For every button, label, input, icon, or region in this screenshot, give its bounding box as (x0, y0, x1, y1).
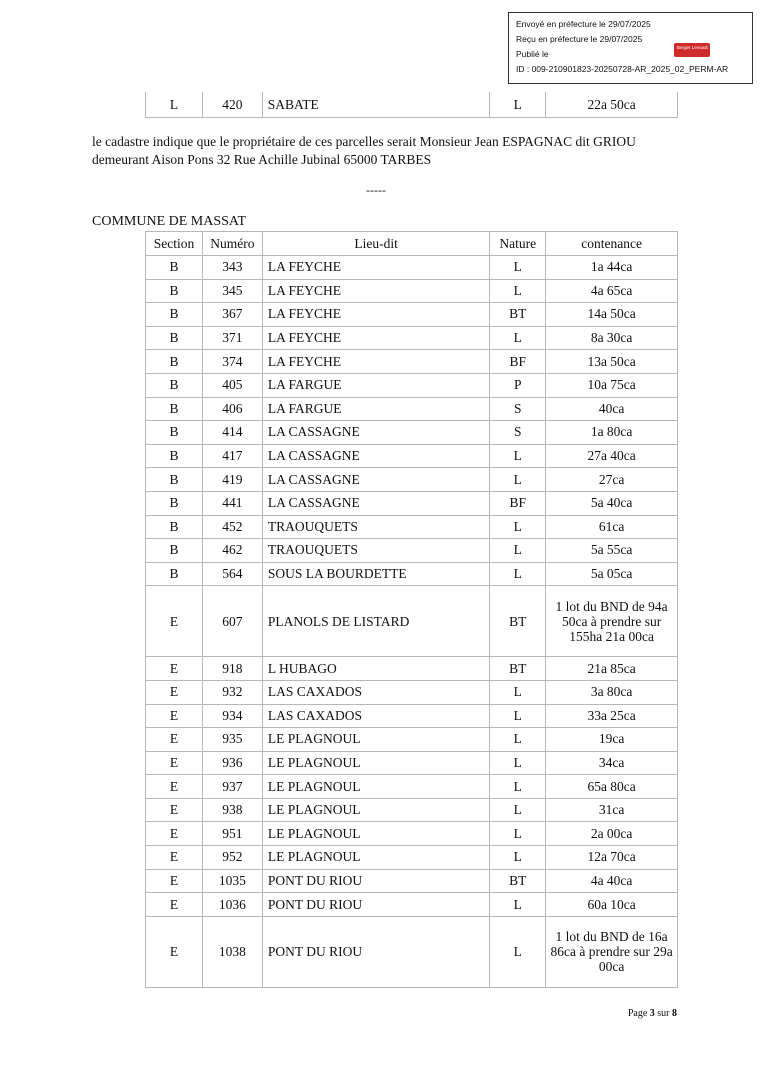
cell-contenance: 10a 75ca (546, 373, 678, 397)
cell-section: B (146, 326, 203, 350)
cell-nature: L (490, 822, 546, 846)
cell-nature: L (490, 256, 546, 280)
table-row (146, 586, 678, 657)
cell-lieu-dit: LE PLAGNOUL (262, 846, 489, 870)
cell-nature: L (490, 798, 546, 822)
cell-numero: 374 (202, 350, 262, 374)
cell-nature: L (490, 468, 546, 492)
table-row (146, 303, 678, 327)
separator: ----- (366, 183, 386, 197)
header-numero: Numéro (202, 232, 262, 256)
cell-nature: BF (490, 491, 546, 515)
cell-contenance: 65a 80ca (546, 775, 678, 799)
cell-contenance: 13a 50ca (546, 350, 678, 374)
cell-lieu-dit: TRAOUQUETS (262, 539, 489, 563)
cell-numero: 936 (202, 751, 262, 775)
table-row (146, 704, 678, 728)
cell-lieu-dit: LA FEYCHE (262, 303, 489, 327)
cell-numero: 419 (202, 468, 262, 492)
cell-nature: L (490, 728, 546, 752)
cell-lieu-dit: LE PLAGNOUL (262, 728, 489, 752)
cell-section: E (146, 728, 203, 752)
cell-lieu-dit: PONT DU RIOU (262, 869, 489, 893)
footer-page-number: 3 (649, 1008, 655, 1019)
cell-contenance: 5a 55ca (546, 539, 678, 563)
stamp-sent-line: Envoyé en préfecture le 29/07/2025 (516, 19, 651, 29)
cell-numero: 367 (202, 303, 262, 327)
header-nature: Nature (490, 232, 546, 256)
table-row (146, 421, 678, 445)
stamp-published-line: Publié le (516, 49, 549, 59)
cell-section: B (146, 562, 203, 586)
cell-contenance: 5a 05ca (546, 562, 678, 586)
table-row (146, 869, 678, 893)
table-row (146, 562, 678, 586)
cell-contenance: 5a 40ca (546, 491, 678, 515)
cell-nature: L (490, 893, 546, 917)
parcels-table (145, 231, 678, 988)
cell-lieu-dit: LA CASSAGNE (262, 444, 489, 468)
cell-lieu-dit: LA FEYCHE (262, 279, 489, 303)
cell-nature: S (490, 421, 546, 445)
cell-lieu-dit: L HUBAGO (262, 657, 489, 681)
cell-numero: 918 (202, 657, 262, 681)
cell-contenance: 8a 30ca (546, 326, 678, 350)
cell-section: B (146, 539, 203, 563)
berger-levrault-logo: Berger Levrault (674, 43, 710, 57)
cell-numero: 1035 (202, 869, 262, 893)
table-row (146, 822, 678, 846)
cell-lieu-dit: PONT DU RIOU (262, 916, 489, 987)
cell-section: B (146, 279, 203, 303)
cell-contenance: 40ca (546, 397, 678, 421)
table-header-row (146, 232, 678, 256)
cell-section: B (146, 303, 203, 327)
cell-contenance: 14a 50ca (546, 303, 678, 327)
table-row (146, 916, 678, 987)
header-lieu-dit: Lieu-dit (262, 232, 489, 256)
table-row (146, 515, 678, 539)
cell-contenance: 34ca (546, 751, 678, 775)
cell-numero: 607 (202, 586, 262, 657)
cell-numero: 564 (202, 562, 262, 586)
table-row (146, 326, 678, 350)
cell-section: B (146, 256, 203, 280)
cell-section: E (146, 751, 203, 775)
cell-nature: L (490, 562, 546, 586)
cell-section: E (146, 657, 203, 681)
cell-section: B (146, 468, 203, 492)
cell-section: E (146, 822, 203, 846)
header-section: Section (146, 232, 203, 256)
cell-lieu-dit: TRAOUQUETS (262, 515, 489, 539)
cell-numero: 420 (202, 92, 262, 118)
table-row (146, 491, 678, 515)
cell-contenance: 27ca (546, 468, 678, 492)
cell-contenance: 27a 40ca (546, 444, 678, 468)
cell-nature: BT (490, 657, 546, 681)
cell-lieu-dit: LA FARGUE (262, 373, 489, 397)
cell-lieu-dit: LA CASSAGNE (262, 468, 489, 492)
cell-nature: L (490, 539, 546, 563)
cell-lieu-dit: LE PLAGNOUL (262, 775, 489, 799)
cell-nature: L (490, 444, 546, 468)
cell-lieu-dit: LA FEYCHE (262, 326, 489, 350)
stamp-id-line: ID : 009-210901823-20250728-AR_2025_02_PERM-AR (516, 64, 729, 74)
cell-numero: 462 (202, 539, 262, 563)
cell-numero: 417 (202, 444, 262, 468)
cell-numero: 441 (202, 491, 262, 515)
cell-section: L (146, 92, 203, 118)
cell-contenance: 12a 70ca (546, 846, 678, 870)
cell-contenance: 1a 80ca (546, 421, 678, 445)
previous-commune-table-tail (145, 92, 678, 118)
table-row (146, 657, 678, 681)
cell-section: E (146, 775, 203, 799)
cell-lieu-dit: LA CASSAGNE (262, 491, 489, 515)
cell-numero: 343 (202, 256, 262, 280)
cell-numero: 406 (202, 397, 262, 421)
cell-section: B (146, 491, 203, 515)
cell-nature: L (490, 751, 546, 775)
stamp-received-line: Reçu en préfecture le 29/07/2025 (516, 34, 643, 44)
cell-nature: S (490, 397, 546, 421)
cell-section: E (146, 704, 203, 728)
cell-nature: BT (490, 586, 546, 657)
cell-lieu-dit: LA FEYCHE (262, 256, 489, 280)
cell-lieu-dit: LE PLAGNOUL (262, 798, 489, 822)
cell-nature: L (490, 846, 546, 870)
cell-contenance: 2a 00ca (546, 822, 678, 846)
cell-lieu-dit: LA FARGUE (262, 397, 489, 421)
footer-page-prefix: Page (627, 1008, 650, 1019)
cell-lieu-dit: LA FEYCHE (262, 350, 489, 374)
cell-nature: L (490, 680, 546, 704)
cell-contenance: 21a 85ca (546, 657, 678, 681)
cell-contenance: 31ca (546, 798, 678, 822)
cell-numero: 937 (202, 775, 262, 799)
table-row (146, 373, 678, 397)
cell-lieu-dit: SOUS LA BOURDETTE (262, 562, 489, 586)
table-row (146, 279, 678, 303)
cell-nature: BT (490, 303, 546, 327)
cell-section: B (146, 373, 203, 397)
table-row (146, 92, 678, 118)
page-footer (628, 1008, 677, 1019)
table-row (146, 798, 678, 822)
cell-numero: 414 (202, 421, 262, 445)
cell-section: E (146, 869, 203, 893)
cell-contenance: 4a 65ca (546, 279, 678, 303)
cell-numero: 405 (202, 373, 262, 397)
cell-nature: L (490, 326, 546, 350)
cell-nature: L (490, 515, 546, 539)
table-row (146, 680, 678, 704)
cell-section: B (146, 421, 203, 445)
cell-contenance: 22a 50ca (546, 92, 678, 118)
prefecture-stamp (508, 12, 753, 84)
cell-contenance: 60a 10ca (546, 893, 678, 917)
header-contenance: contenance (546, 232, 678, 256)
table-row (146, 539, 678, 563)
cell-contenance: 61ca (546, 515, 678, 539)
cell-lieu-dit: SABATE (262, 92, 490, 118)
table-row (146, 444, 678, 468)
cell-section: E (146, 798, 203, 822)
footer-of: sur (654, 1008, 672, 1019)
cell-numero: 938 (202, 798, 262, 822)
cell-nature: P (490, 373, 546, 397)
cell-lieu-dit: LAS CAXADOS (262, 680, 489, 704)
table-row (146, 350, 678, 374)
cell-lieu-dit: PLANOLS DE LISTARD (262, 586, 489, 657)
cell-numero: 1038 (202, 916, 262, 987)
cell-lieu-dit: PONT DU RIOU (262, 893, 489, 917)
cell-contenance: 1a 44ca (546, 256, 678, 280)
cell-section: B (146, 515, 203, 539)
cell-nature: BF (490, 350, 546, 374)
cell-section: E (146, 846, 203, 870)
cell-numero: 951 (202, 822, 262, 846)
cell-contenance: 33a 25ca (546, 704, 678, 728)
cell-lieu-dit: LA CASSAGNE (262, 421, 489, 445)
cell-numero: 935 (202, 728, 262, 752)
cell-section: E (146, 680, 203, 704)
table-row (146, 728, 678, 752)
cell-numero: 952 (202, 846, 262, 870)
table-row (146, 893, 678, 917)
cell-numero: 452 (202, 515, 262, 539)
cell-nature: L (490, 775, 546, 799)
cell-numero: 932 (202, 680, 262, 704)
cell-nature: L (490, 92, 546, 118)
cell-section: E (146, 916, 203, 987)
table-row (146, 256, 678, 280)
owner-paragraph: le cadastre indique que le propriétaire de ces parcelles serait Monsieur Jean ESPAGNAC dit GRIOU demeurant Aison Pons 32 Rue Achille Jubinal 65000 TARBES (92, 134, 636, 167)
table-row (146, 468, 678, 492)
cell-contenance: 1 lot du BND de 94a 50ca à prendre sur 155ha 21a 00ca (546, 586, 678, 657)
cell-section: E (146, 893, 203, 917)
table-row (146, 775, 678, 799)
cell-section: B (146, 397, 203, 421)
cell-numero: 345 (202, 279, 262, 303)
cell-lieu-dit: LE PLAGNOUL (262, 822, 489, 846)
footer-page-total: 8 (672, 1008, 677, 1019)
cell-lieu-dit: LE PLAGNOUL (262, 751, 489, 775)
table-row (146, 397, 678, 421)
cell-nature: L (490, 916, 546, 987)
cell-contenance: 1 lot du BND de 16a 86ca à prendre sur 29a 00ca (546, 916, 678, 987)
cell-nature: L (490, 279, 546, 303)
cell-lieu-dit: LAS CAXADOS (262, 704, 489, 728)
cell-section: E (146, 586, 203, 657)
table-row (146, 751, 678, 775)
cell-contenance: 19ca (546, 728, 678, 752)
cell-contenance: 3a 80ca (546, 680, 678, 704)
cell-nature: L (490, 704, 546, 728)
table-row (146, 846, 678, 870)
cell-numero: 371 (202, 326, 262, 350)
cell-contenance: 4a 40ca (546, 869, 678, 893)
cell-numero: 1036 (202, 893, 262, 917)
cell-numero: 934 (202, 704, 262, 728)
cell-section: B (146, 444, 203, 468)
commune-title: COMMUNE DE MASSAT (92, 214, 247, 229)
cell-section: B (146, 350, 203, 374)
cell-nature: BT (490, 869, 546, 893)
